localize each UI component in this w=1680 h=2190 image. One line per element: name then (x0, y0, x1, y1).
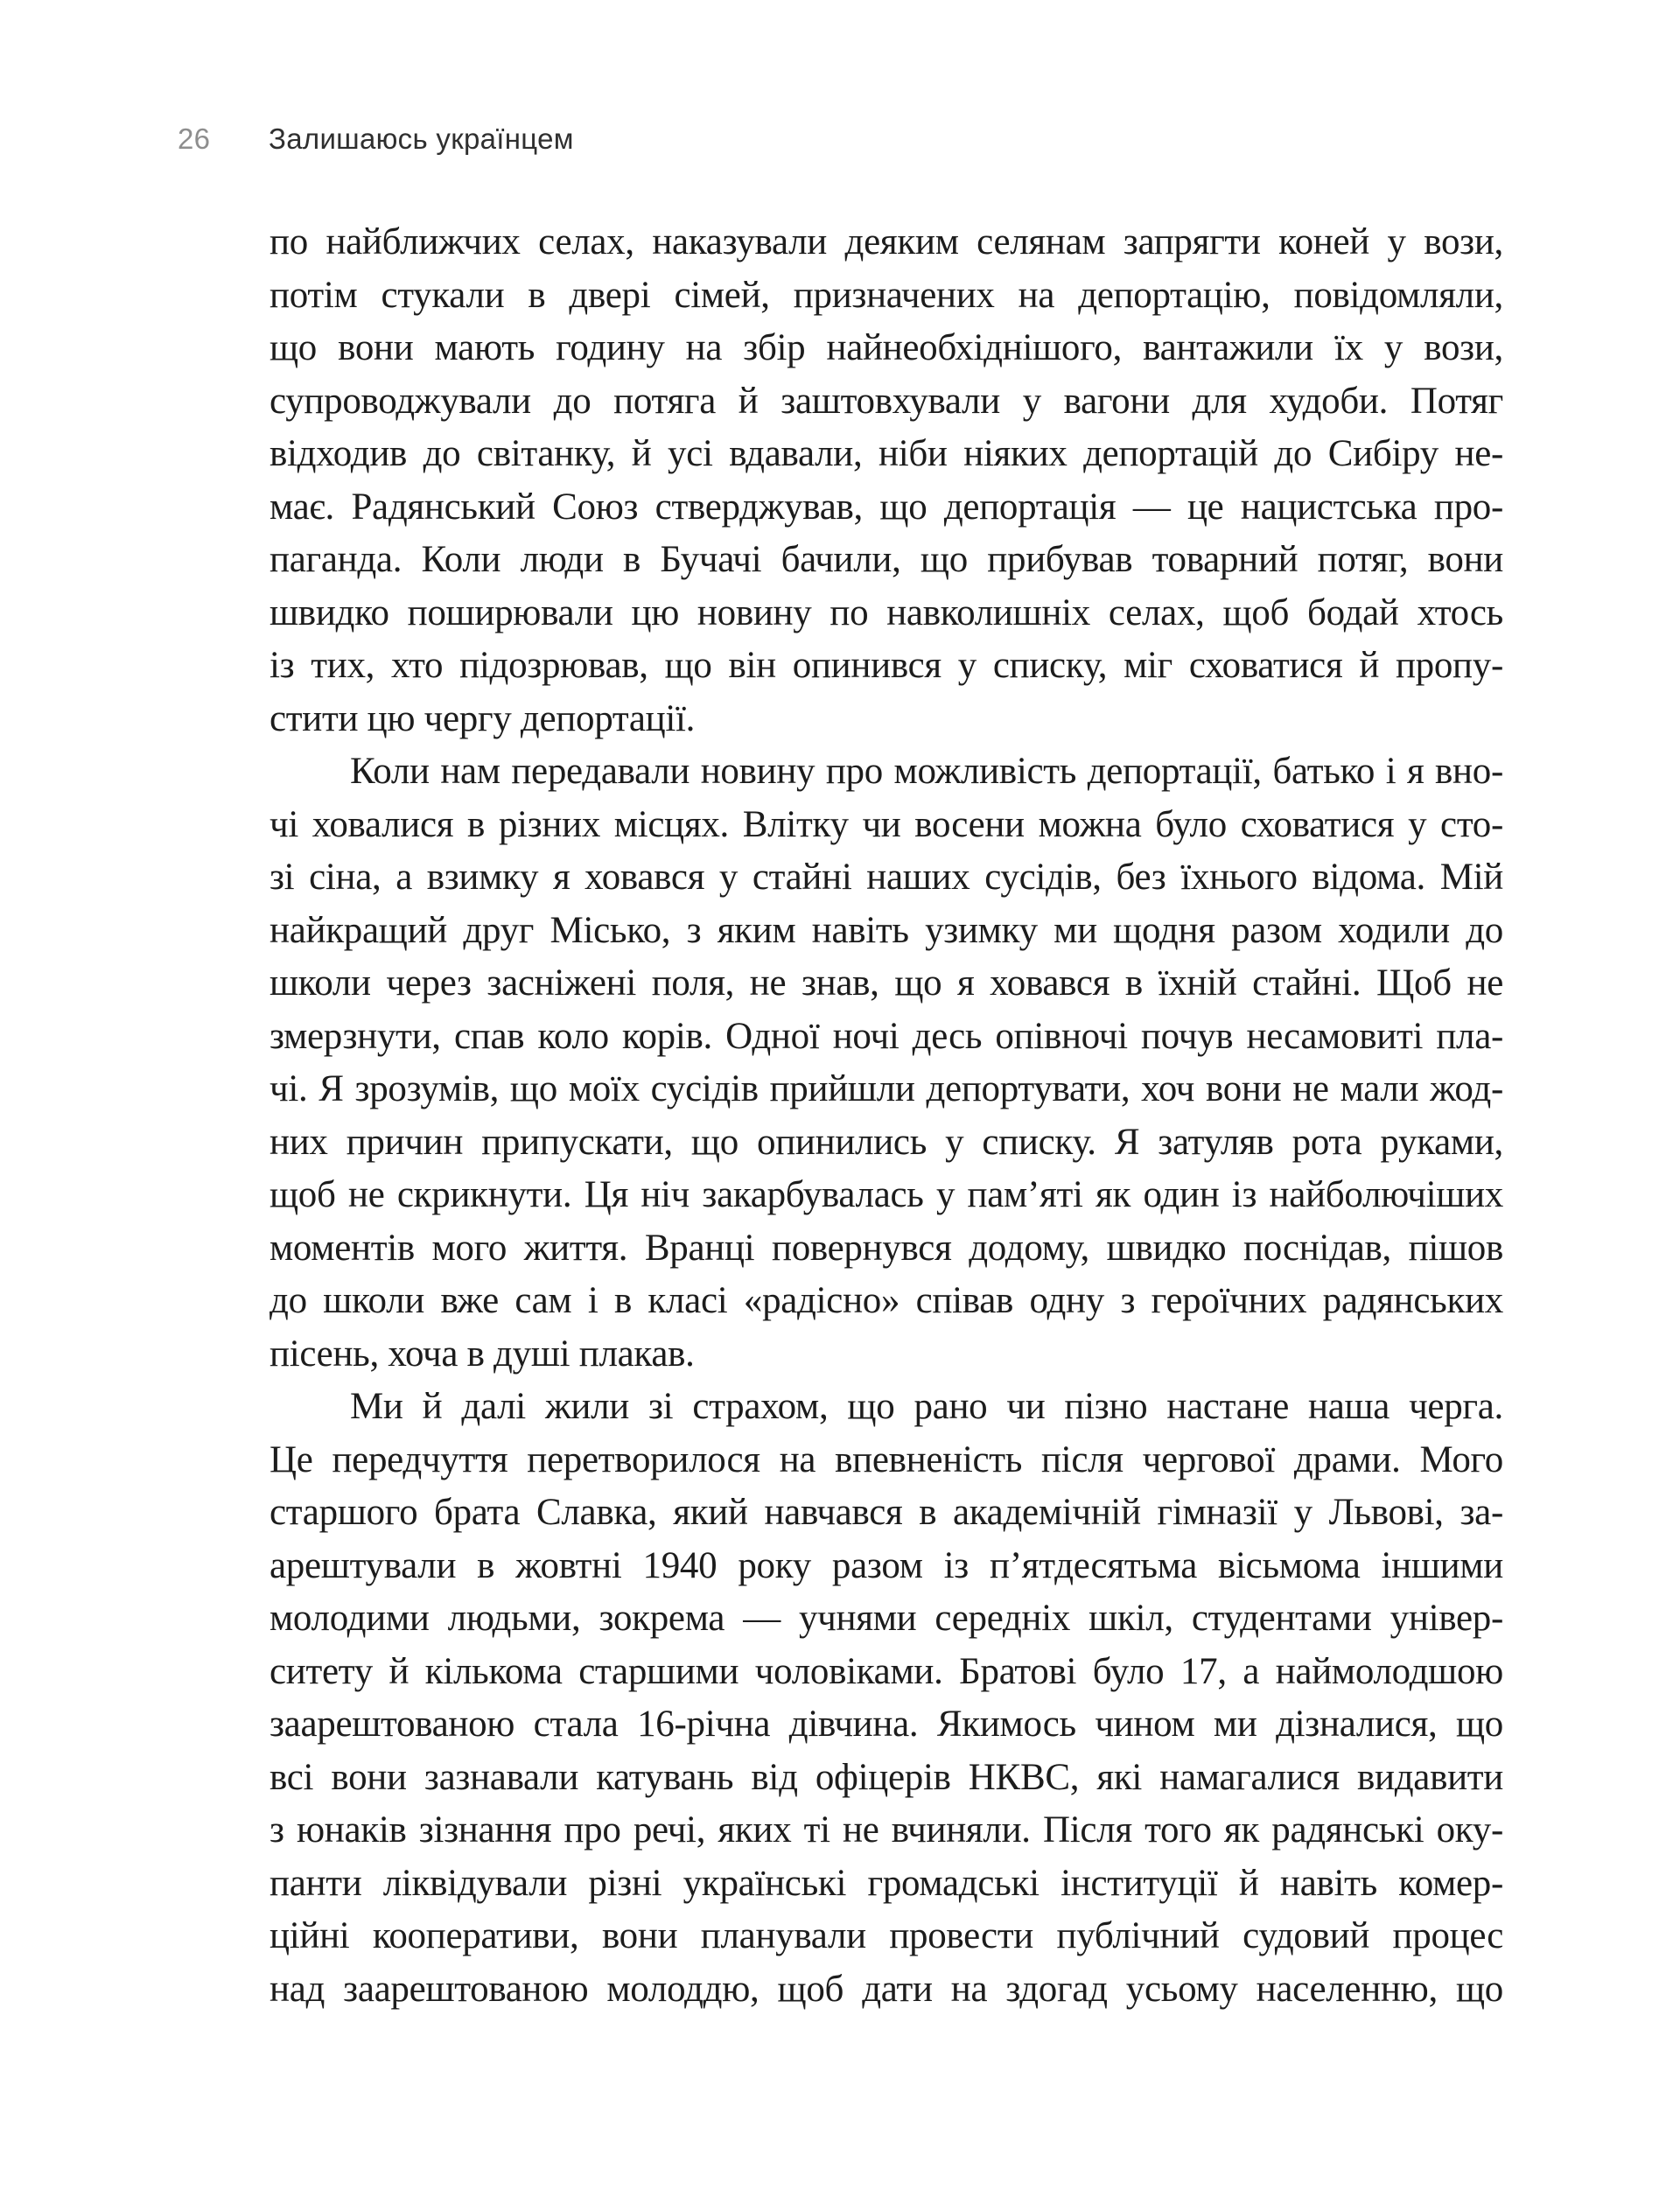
text-line: до школи вже сам і в класі «радісно» співав одну з героїчних радянських (270, 1280, 1503, 1321)
text-line: Коли нам передавали новину про можливість депортації, батько і я вно- (350, 751, 1503, 792)
running-title: Залишаюсь українцем (269, 122, 574, 155)
text-line: школи через засніжені поля, не знав, що я ховався в їхній стайні. Щоб не (270, 962, 1503, 1004)
text-line: заарештованою стала 16-річна дівчина. Якимось чином ми дізналися, що (270, 1704, 1503, 1745)
text-line: із тих, хто підозрював, що він опинився у списку, міг сховатися й пропу- (270, 645, 1503, 686)
text-line: найкращий друг Місько, з яким навіть узимку ми щодня разом ходили до (270, 909, 1503, 951)
page-header (178, 123, 574, 155)
text-line: моментів мого життя. Вранці повернувся додому, швидко поснідав, пішов (270, 1227, 1503, 1269)
text-line: Це передчуття перетворилося на впевненість після чергової драми. Мого (270, 1438, 1503, 1480)
text-line: Ми й далі жили зі страхом, що рано чи пізно настане наша черга. (350, 1386, 1503, 1427)
text-line: що вони мають годину на збір найнеобхіднішого, вантажили їх у вози, (270, 327, 1503, 368)
text-line: них причин припускати, що опинились у списку. Я затуляв рота руками, (270, 1121, 1503, 1163)
text-line: відходив до світанку, й усі вдавали, ніби ніяких депортацій до Сибіру не- (270, 433, 1503, 474)
paragraph (270, 745, 1503, 1381)
paragraph (270, 1381, 1503, 2016)
text-line: ситету й кількома старшими чоловіками. Братові було 17, а наймолодшою (270, 1650, 1503, 1692)
text-line: панти ліквідували різні українські громадські інституції й навіть комер- (270, 1862, 1503, 1904)
text-line: чі ховалися в різних місцях. Влітку чи восени можна було сховатися у сто- (270, 803, 1503, 845)
text-line: арештували в жовтні 1940 року разом із п’ятдесятьма вісьмома іншими (270, 1544, 1503, 1586)
text-line: старшого брата Славка, який навчався в академічній гімназії у Львові, за- (270, 1492, 1503, 1533)
text-line: над заарештованою молоддю, щоб дати на здогад усьому населенню, що (270, 1968, 1503, 2010)
page-body (270, 216, 1503, 2016)
paragraph (270, 216, 1503, 745)
page-number: 26 (178, 122, 211, 155)
text-line: швидко поширювали цю новину по навколишніх селах, щоб бодай хтось (270, 591, 1503, 633)
text-line: паганда. Коли люди в Бучачі бачили, що прибував товарний потяг, вони (270, 539, 1503, 580)
text-line: зі сіна, а взимку я ховався у стайні наших сусідів, без їхнього відома. Мій (270, 857, 1503, 898)
text-line: має. Радянський Союз стверджував, що депортація — це нацистська про- (270, 486, 1503, 528)
text-line: з юнаків зізнання про речі, яких ті не вчиняли. Після того як радянські оку- (270, 1809, 1503, 1851)
text-line: чі. Я зрозумів, що моїх сусідів прийшли депортувати, хоч вони не мали жод- (270, 1068, 1503, 1109)
text-line: змерзнути, спав коло корів. Одної ночі десь опівночі почув несамовиті пла- (270, 1015, 1503, 1057)
text-line: всі вони зазнавали катувань від офіцерів НКВС, які намагалися видавити (270, 1756, 1503, 1798)
text-line: пісень, хоча в душі плакав. (270, 1333, 695, 1375)
text-line: стити цю чергу депортації. (270, 697, 696, 739)
text-line: потім стукали в двері сімей, призначених на депортацію, повідомляли, (270, 274, 1503, 316)
text-line: молодими людьми, зокрема — учнями середніх шкіл, студентами універ- (270, 1598, 1503, 1639)
text-line: супроводжували до потяга й заштовхували у вагони для худоби. Потяг (270, 380, 1503, 422)
text-line: щоб не скрикнути. Ця ніч закарбувалась у пам’яті як один із найболючіших (270, 1174, 1503, 1215)
text-line: по найближчих селах, наказували деяким селянам запрягти коней у вози, (270, 221, 1503, 262)
text-line: ційні кооперативи, вони планували провести публічний судовий процес (270, 1915, 1503, 1956)
